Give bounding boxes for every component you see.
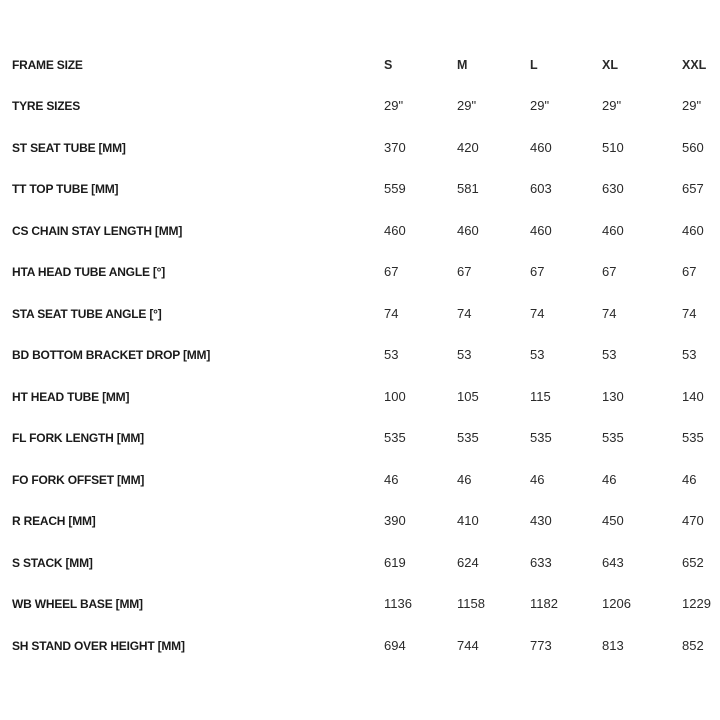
table-cell: 535	[682, 430, 704, 445]
table-cell: 510	[602, 140, 624, 155]
table-cell: 74	[682, 306, 697, 321]
table-cell: 100	[384, 389, 406, 404]
table-row	[0, 138, 720, 158]
table-row	[0, 345, 720, 365]
table-cell: 67	[530, 264, 545, 279]
table-row	[0, 221, 720, 241]
table-row	[0, 96, 720, 116]
table-cell: 852	[682, 638, 704, 653]
row-label: CS CHAIN STAY LENGTH [MM]	[12, 224, 183, 238]
table-row	[0, 636, 720, 656]
table-cell: 29"	[384, 98, 404, 113]
table-cell: 29"	[457, 98, 477, 113]
table-cell: 46	[384, 472, 399, 487]
table-cell: 46	[682, 472, 697, 487]
size-header-s: S	[384, 58, 393, 72]
table-cell: 1158	[457, 596, 485, 611]
row-label: STA SEAT TUBE ANGLE [°]	[12, 307, 162, 321]
table-cell: 74	[602, 306, 617, 321]
table-cell: 53	[682, 347, 697, 362]
table-cell: 643	[602, 555, 624, 570]
table-cell: 1182	[530, 596, 558, 611]
table-cell: 694	[384, 638, 406, 653]
frame-size-label: FRAME SIZE	[12, 58, 83, 72]
table-cell: 430	[530, 513, 552, 528]
table-row	[0, 553, 720, 573]
table-cell: 535	[457, 430, 479, 445]
table-cell: 53	[602, 347, 617, 362]
table-cell: 657	[682, 181, 704, 196]
table-cell: 652	[682, 555, 704, 570]
table-cell: 130	[602, 389, 624, 404]
table-cell: 633	[530, 555, 552, 570]
table-cell: 813	[602, 638, 624, 653]
table-cell: 74	[457, 306, 472, 321]
row-label: TT TOP TUBE [MM]	[12, 182, 119, 196]
table-row	[0, 262, 720, 282]
table-cell: 29"	[530, 98, 550, 113]
size-header-xxl: XXL	[682, 58, 707, 72]
table-header-row	[0, 55, 720, 75]
table-row	[0, 428, 720, 448]
row-label: HT HEAD TUBE [MM]	[12, 390, 130, 404]
table-cell: 140	[682, 389, 704, 404]
size-header-m: M	[457, 58, 468, 72]
table-cell: 420	[457, 140, 479, 155]
table-cell: 410	[457, 513, 479, 528]
table-cell: 53	[384, 347, 399, 362]
table-cell: 390	[384, 513, 406, 528]
row-label: R REACH [MM]	[12, 514, 96, 528]
table-cell: 29"	[682, 98, 702, 113]
table-row	[0, 470, 720, 490]
table-cell: 535	[530, 430, 552, 445]
table-cell: 29"	[602, 98, 622, 113]
table-cell: 559	[384, 181, 406, 196]
table-cell: 460	[682, 223, 704, 238]
row-label: FL FORK LENGTH [MM]	[12, 431, 144, 445]
row-label: ST SEAT TUBE [MM]	[12, 141, 126, 155]
table-cell: 67	[682, 264, 697, 279]
table-cell: 624	[457, 555, 479, 570]
table-cell: 1229	[682, 596, 711, 611]
table-cell: 46	[602, 472, 617, 487]
table-cell: 1206	[602, 596, 631, 611]
row-label: SH STAND OVER HEIGHT [MM]	[12, 639, 185, 653]
table-cell: 115	[530, 389, 551, 404]
row-label: WB WHEEL BASE [MM]	[12, 597, 143, 611]
table-cell: 630	[602, 181, 624, 196]
table-cell: 53	[530, 347, 545, 362]
table-cell: 1136	[384, 596, 412, 611]
table-cell: 105	[457, 389, 479, 404]
row-label: S STACK [MM]	[12, 556, 93, 570]
table-cell: 46	[457, 472, 472, 487]
table-cell: 370	[384, 140, 406, 155]
table-cell: 74	[530, 306, 545, 321]
table-cell: 773	[530, 638, 552, 653]
table-cell: 535	[384, 430, 406, 445]
table-row	[0, 179, 720, 199]
table-cell: 744	[457, 638, 479, 653]
table-cell: 46	[530, 472, 545, 487]
table-cell: 53	[457, 347, 472, 362]
table-cell: 460	[602, 223, 624, 238]
table-cell: 470	[682, 513, 704, 528]
table-row	[0, 387, 720, 407]
size-header-xl: XL	[602, 58, 618, 72]
table-cell: 460	[530, 140, 552, 155]
table-cell: 560	[682, 140, 704, 155]
table-cell: 67	[602, 264, 617, 279]
table-cell: 460	[530, 223, 552, 238]
table-cell: 74	[384, 306, 399, 321]
table-cell: 619	[384, 555, 406, 570]
table-cell: 460	[384, 223, 406, 238]
table-cell: 67	[384, 264, 399, 279]
row-label: TYRE SIZES	[12, 99, 81, 113]
table-cell: 67	[457, 264, 472, 279]
size-header-l: L	[530, 58, 538, 72]
row-label: BD BOTTOM BRACKET DROP [MM]	[12, 348, 211, 362]
table-row	[0, 304, 720, 324]
table-cell: 603	[530, 181, 552, 196]
table-cell: 581	[457, 181, 479, 196]
table-row	[0, 594, 720, 614]
row-label: HTA HEAD TUBE ANGLE [°]	[12, 265, 166, 279]
table-cell: 535	[602, 430, 624, 445]
table-row	[0, 511, 720, 531]
row-label: FO FORK OFFSET [MM]	[12, 473, 145, 487]
table-cell: 460	[457, 223, 479, 238]
table-cell: 450	[602, 513, 624, 528]
